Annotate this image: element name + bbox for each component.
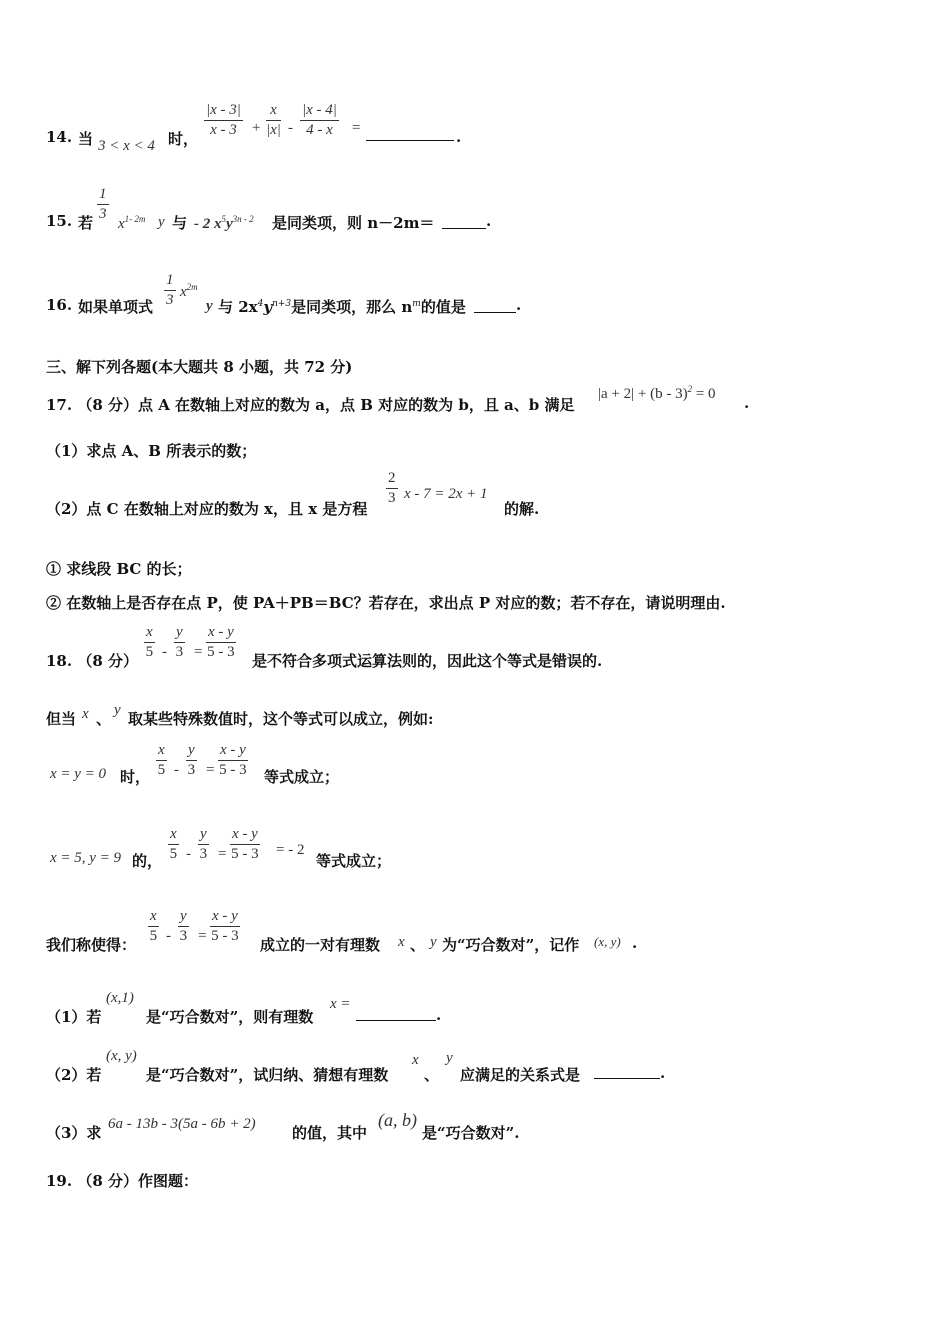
fraction-y3: $\frac{y}{3}$	[179, 908, 188, 944]
section-title: 三、解下列各题(本大题共 8 小题，共 72 分)	[46, 358, 353, 376]
var-x: x	[398, 934, 405, 950]
var-y: y	[446, 1050, 453, 1066]
pair-notation: (a, b)	[378, 1110, 417, 1130]
answer-blank[interactable]	[356, 1020, 436, 1021]
question-text: 等式成立；	[316, 852, 392, 870]
condition-math: 3 < x < 4	[98, 138, 155, 154]
question-text: 是同类项，则 n－2m＝	[272, 214, 435, 232]
expression: 6a - 13b - 3(5a - 6b + 2)	[108, 1116, 256, 1132]
question-text: 等式成立；	[264, 768, 340, 786]
sub-question: （3）求	[46, 1124, 102, 1142]
question-text: 成立的一对有理数	[260, 936, 381, 954]
minus-sign: -	[162, 644, 167, 660]
var-y: y	[430, 934, 437, 950]
minus-sign: -	[174, 762, 179, 778]
question-text: 17. （8 分）点 A 在数轴上对应的数为 a，点 B 对应的数为 b，且 a、b 满足	[46, 396, 575, 414]
example-condition: x = y = 0	[50, 766, 107, 782]
fraction-1: $\frac{|x - 3|}{x - 3}$	[206, 102, 241, 138]
term-1-y: y	[206, 298, 213, 314]
period: .	[436, 1006, 442, 1024]
equation: x - 7 = 2x + 1	[404, 486, 488, 502]
pair-notation: (x,1)	[106, 990, 134, 1006]
fraction-y3: $\frac{y}{3}$	[199, 826, 208, 862]
sub-question: （1）若	[46, 1008, 102, 1026]
answer-blank[interactable]	[366, 140, 454, 141]
question-text: 的解.	[504, 500, 540, 518]
sub-question: （2）点 C 在数轴上对应的数为 x，且 x 是方程	[46, 500, 368, 518]
sub-question: （1）求点 A、B 所表示的数；	[46, 442, 257, 460]
period: .	[486, 212, 492, 230]
fraction-x5: $\frac{x}{5}$	[169, 826, 178, 862]
question-text: 应满足的关系式是	[460, 1066, 581, 1084]
question-text: 时，	[120, 768, 151, 786]
pair-notation: (x, y)	[594, 934, 621, 949]
equals-sign: =	[352, 120, 361, 136]
minus-sign: -	[166, 928, 171, 944]
fraction-y3: $\frac{y}{3}$	[175, 624, 184, 660]
question-text: 是“巧合数对”.	[422, 1124, 520, 1142]
question-text: 时，	[168, 130, 199, 148]
period: .	[660, 1064, 666, 1082]
coefficient-fraction: $\frac{1}{3}$	[166, 272, 174, 308]
question-text: 是不符合多项式运算法则的，因此这个等式是错误的.	[252, 652, 603, 670]
question-number: 14.	[46, 128, 73, 146]
question-number: 18. （8 分）	[46, 652, 138, 670]
question-text: 与 $2x^4y^{n+3}$是同类项，那么 $n^m$的值是	[218, 298, 466, 316]
condition-math: |a + 2| + (b - 3)$^2$ = 0	[598, 384, 716, 402]
var-x: x	[82, 706, 89, 722]
term-1: $x^{1- 2m}$	[118, 214, 146, 232]
plus-sign: +	[252, 120, 261, 136]
pair-notation: (x, y)	[106, 1048, 137, 1064]
sub-item: ① 求线段 BC 的长；	[46, 560, 192, 578]
var-y: y	[114, 702, 121, 718]
question-text: 当	[78, 130, 94, 148]
equals-sign: =	[206, 762, 215, 778]
term-1-y: y	[158, 214, 165, 230]
question-text: 取某些特殊数值时，这个等式可以成立，例如:	[128, 710, 434, 728]
fraction-xy: $\frac{x - y}{5 - 3}$	[211, 908, 239, 944]
sub-item: ② 在数轴上是否存在点 P，使 PA＋PB＝BC？若存在，求出点 P 对应的数；若不存在，请说明理由.	[46, 594, 726, 612]
example-value: = - 2	[276, 842, 305, 858]
coefficient-fraction: $\frac{1}{3}$	[99, 186, 107, 222]
question-text: 若	[78, 214, 94, 232]
fraction-2: $\frac{x}{|x|}$	[266, 102, 281, 138]
question-text: 我们称使得：	[46, 936, 137, 954]
period: .	[456, 128, 462, 146]
var-x: x =	[330, 996, 351, 1012]
example-condition: x = 5, y = 9	[50, 850, 122, 866]
fraction-xy: $\frac{x - y}{5 - 3}$	[207, 624, 235, 660]
fraction-x5: $\frac{x}{5}$	[145, 624, 154, 660]
equation-fraction: $\frac{2}{3}$	[388, 470, 396, 506]
equals-sign: =	[194, 644, 203, 660]
fraction-xy: $\frac{x - y}{5 - 3}$	[231, 826, 259, 862]
answer-blank[interactable]	[442, 228, 486, 229]
answer-blank[interactable]	[594, 1078, 660, 1079]
fraction-x5: $\frac{x}{5}$	[149, 908, 158, 944]
fraction-y3: $\frac{y}{3}$	[187, 742, 196, 778]
term-1: $x^{2m}$	[180, 282, 198, 300]
question-text: 是“巧合数对”，试归纳、猜想有理数	[146, 1066, 389, 1084]
sub-question: （2）若	[46, 1066, 102, 1084]
period: .	[744, 394, 750, 412]
question-text: 与	[172, 214, 188, 232]
period: .	[632, 934, 638, 952]
equals-sign: =	[218, 846, 227, 862]
fraction-x5: $\frac{x}{5}$	[157, 742, 166, 778]
equals-sign: =	[198, 928, 207, 944]
question-text: 如果单项式	[78, 298, 154, 316]
question-number: 15.	[46, 212, 73, 230]
separator: 、	[424, 1066, 440, 1084]
question-text: 的，	[132, 852, 163, 870]
separator: 、	[96, 710, 112, 728]
question-text: 的值，其中	[292, 1124, 368, 1142]
minus-sign: -	[186, 846, 191, 862]
question-number: 16.	[46, 296, 73, 314]
question-text: 19. （8 分）作图题：	[46, 1172, 198, 1190]
var-x: x	[412, 1052, 419, 1068]
period: .	[516, 296, 522, 314]
minus-sign: -	[288, 120, 293, 136]
separator: 、	[410, 936, 426, 954]
answer-blank[interactable]	[474, 312, 516, 313]
fraction-xy: $\frac{x - y}{5 - 3}$	[219, 742, 247, 778]
question-text: 但当	[46, 710, 77, 728]
question-text: 是“巧合数对”，则有理数	[146, 1008, 314, 1026]
question-text: 为“巧合数对”，记作	[442, 936, 580, 954]
fraction-3: $\frac{|x - 4|}{4 - x}$	[302, 102, 337, 138]
term-2: - 2 $x^5y^{3n - 2}$	[194, 214, 254, 232]
